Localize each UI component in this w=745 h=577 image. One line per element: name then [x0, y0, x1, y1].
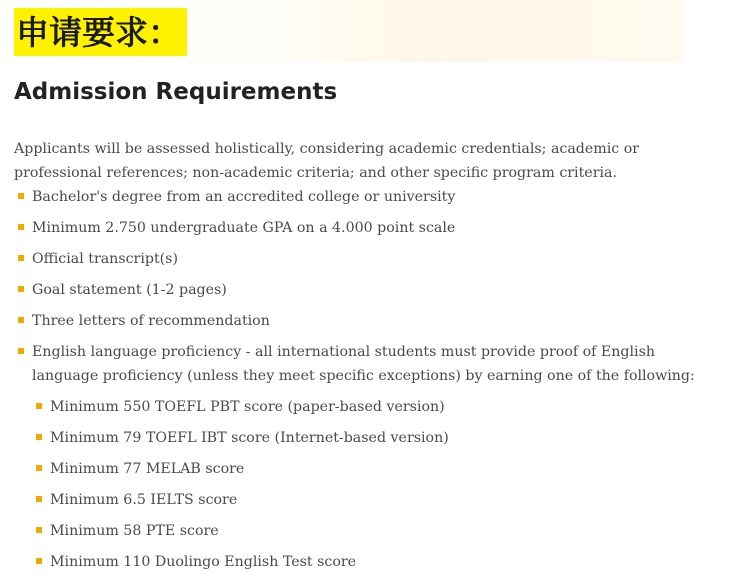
requirement-text: Minimum 2.750 undergraduate GPA on a 4.000 point scale — [32, 220, 456, 236]
bullet-icon — [18, 224, 24, 230]
list-item — [32, 519, 714, 543]
score-text: Minimum 77 MELAB score — [50, 461, 245, 477]
intro-paragraph: Applicants will be assessed holistically, considering academic credentials; academic or professional references; non-academic criteria; and other specific program criteria. — [14, 141, 640, 181]
requirement-text: Three letters of recommendation — [32, 313, 270, 329]
score-text: Minimum 58 PTE score — [50, 523, 219, 539]
bullet-icon — [18, 317, 24, 323]
requirement-text: English language proficiency - all international students must provide proof of English language proficiency (unless they meet specific exceptions) by earning one of the following: — [32, 344, 695, 384]
list-item — [32, 550, 714, 574]
list-item — [32, 395, 714, 419]
bullet-icon — [36, 558, 42, 564]
bullet-icon — [18, 193, 24, 199]
list-item — [32, 457, 714, 481]
score-text: Minimum 110 Duolingo English Test score — [50, 554, 357, 570]
bullet-icon — [36, 434, 42, 440]
list-item — [14, 247, 714, 271]
requirement-text: Official transcript(s) — [32, 251, 178, 267]
list-item — [14, 278, 714, 302]
requirement-text: Goal statement (1-2 pages) — [32, 282, 227, 298]
bullet-icon — [18, 255, 24, 261]
list-item — [14, 216, 714, 240]
page-title: Admission Requirements — [14, 79, 338, 105]
bullet-icon — [36, 496, 42, 502]
requirement-text: Bachelor's degree from an accredited college or university — [32, 189, 456, 205]
list-item — [14, 309, 714, 333]
bullet-icon — [18, 348, 24, 354]
english-score-list — [32, 395, 714, 574]
bullet-icon — [18, 286, 24, 292]
requirements-list — [14, 185, 714, 577]
bullet-icon — [36, 403, 42, 409]
list-item — [14, 185, 714, 209]
score-text: Minimum 79 TOEFL IBT score (Internet-based version) — [50, 430, 449, 446]
bullet-icon — [36, 527, 42, 533]
score-text: Minimum 6.5 IELTS score — [50, 492, 238, 508]
chinese-heading: 申请要求： — [14, 8, 187, 56]
list-item — [32, 426, 714, 450]
list-item — [32, 488, 714, 512]
list-item — [14, 340, 714, 574]
bullet-icon — [36, 465, 42, 471]
score-text: Minimum 550 TOEFL PBT score (paper-based version) — [50, 399, 445, 415]
